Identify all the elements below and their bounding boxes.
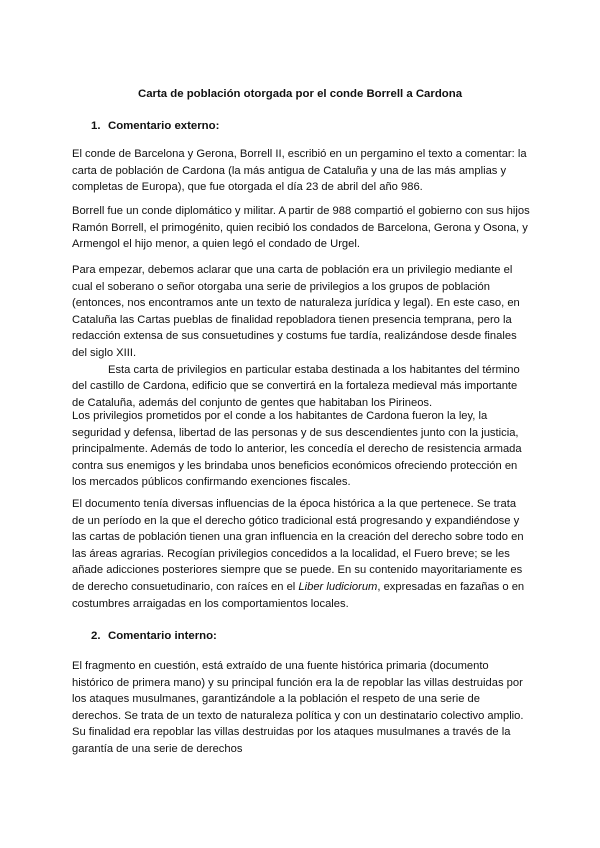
text-line: El fragmento en cuestión, está extraído de una fuente histórica primaria (documento [72, 660, 489, 672]
section-number: 1. [91, 120, 101, 132]
text-line: del siglo XIII. [72, 346, 137, 359]
text-line: redacción extensa de sus consuetudines y costums fue tardía, realizándose desde finales [72, 330, 517, 343]
text-line: garantía de una serie de derechos [72, 742, 243, 755]
paragraph-influencias [72, 496, 542, 612]
text-line: derechos. Se trata de un texto de naturaleza política y con un destinatario colectivo amplio. [72, 709, 524, 722]
text-line: las áreas agrarias. Recogían privilegios concedidos a la localidad, el Fuero breve; se les [72, 547, 510, 560]
text-line: carta de población de Cardona (la más antigua de Cataluña y una de las más amplias y [72, 164, 507, 177]
text-line: Su finalidad era repoblar las villas destruidas por los ataques musulmanes a través de la [72, 726, 511, 739]
text-line: añade adicciones posteriores siempre que se puede. En su contenido mayoritariamente es [72, 564, 523, 577]
text-line: principalmente. Además de todo lo anterior, les concedía el derecho de resistencia armada [72, 443, 522, 456]
text-line: El conde de Barcelona y Gerona, Borrell II, escribió en un pergamino el texto a comentar: la [72, 148, 527, 160]
text-line: Cataluña las Cartas pueblas de finalidad repobladora tienen presencia temprana, pero la [72, 313, 512, 326]
paragraph-borrell [72, 203, 542, 253]
text-line: seguridad y defensa, libertad de las personas y de sus descendientes junto con la justicia, [72, 426, 519, 439]
text-line: Los privilegios prometidos por el conde a los habitantes de Cardona fueron la ley, la [72, 410, 488, 422]
section-heading-text: Comentario externo: [108, 120, 220, 132]
text-line [72, 362, 542, 379]
text-line: Borrell fue un conde diplomático y militar. A partir de 988 compartió el gobierno con sus hijos [72, 205, 530, 217]
text-run: , expresadas en fazañas o en [377, 580, 525, 593]
section-heading-text: Comentario interno: [108, 630, 217, 642]
text-line: El documento tenía diversas influencias de la época histórica a la que pertenece. Se trata [72, 498, 517, 510]
text-line: cual el soberano o señor otorgaba una serie de privilegios a los grupos de población [72, 280, 490, 293]
text-line-content: Esta carta de privilegios en particular estaba destinada a los habitantes del término [108, 363, 520, 376]
paragraph-privilegios [72, 408, 542, 491]
text-line: Para empezar, debemos aclarar que una carta de población era un privilegio mediante el [72, 264, 513, 276]
paragraph-fragmento [72, 658, 542, 758]
text-line: Armengol el hijo menor, a quien legó el condado de Urgel. [72, 238, 360, 251]
italic-title: Liber ludiciorum [298, 580, 378, 593]
section-heading-external [91, 118, 219, 134]
text-line: del castillo de Cardona, edificio que se convertirá en la fortaleza medieval más importante [72, 380, 518, 393]
section-heading-internal [91, 628, 217, 644]
text-run: de derecho consuetudinario, con raíces en el [72, 580, 299, 593]
text-line: costumbres arraigadas en los comportamientos locales. [72, 597, 349, 610]
text-line: los mercados públicos confirmando exenciones fiscales. [72, 476, 351, 489]
text-line: Ramón Borrell, el primogénito, quien recibió los condados de Barcelona, Gerona y Osona, y [72, 221, 528, 234]
paragraph-carta-definition [72, 262, 542, 411]
section-number: 2. [91, 630, 101, 642]
text-line: (entonces, nos encontramos ante un texto de naturaleza jurídica y legal). En este caso, en [72, 297, 520, 310]
text-line: las cartas de población tienen una gran influencia en la creación del derecho sobre todo en [72, 531, 524, 544]
text-line: histórico de primera mano) y su principal función era la de repoblar las villas destruidas por [72, 676, 523, 689]
text-line: completas de Europa), que fue otorgada el día 23 de abril del año 986. [72, 181, 423, 194]
text-line: los ataques musulmanes, garantizándole a la población el respeto de una serie de [72, 693, 480, 706]
text-line [72, 579, 542, 596]
document-title: Carta de población otorgada por el conde Borrell a Cardona [137, 88, 463, 100]
paragraph-intro [72, 146, 542, 196]
text-line: contra sus enemigos y les brindaba unos beneficios económicos ofreciendo protección en [72, 459, 518, 472]
text-line: de un período en la que el derecho gótico tradicional está progresando y expandiéndose y [72, 514, 520, 527]
text-line: de Cataluña, además del conjunto de gentes que habitaban los Pirineos. [72, 396, 433, 409]
